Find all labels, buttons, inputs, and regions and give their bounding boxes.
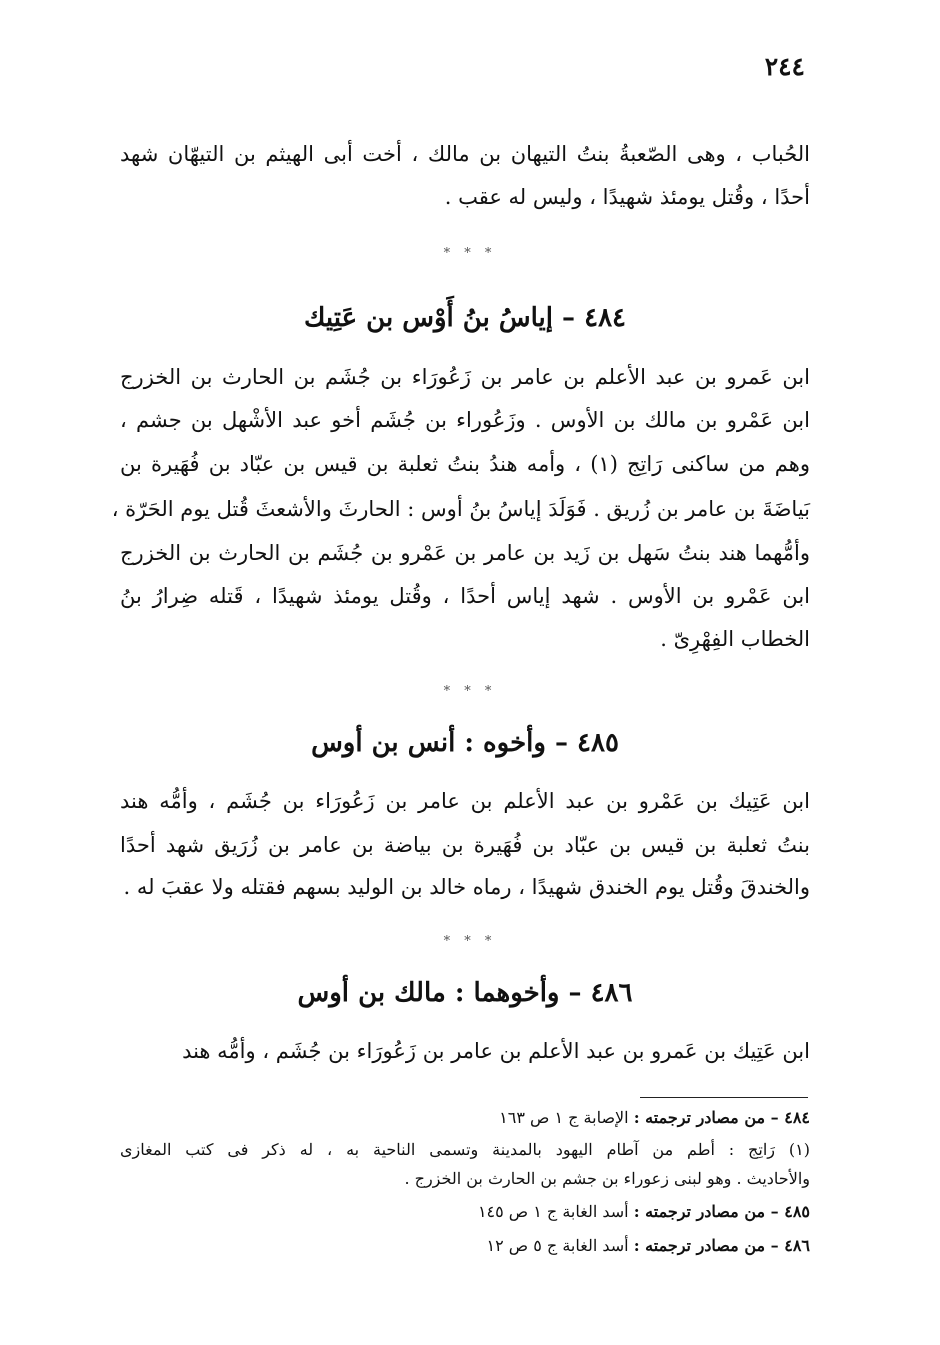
paragraph-line: بنتُ ثعلبة بن قيس بن عبّاد بن فُهَيرة بن بياضة بن عامر بن زُرَيق شهد أحدًا [120, 833, 810, 857]
paragraph-line: الحُباب ، وهى الصّعبةُ بنتُ التيهان بن مالك ، أخت أبى الهيثم بن التيهّان شهد [120, 142, 810, 166]
paragraph-line: ابن عَمْرو بن الأوس . شهد إياس أحدًا ، وقُتل يومئذ شهيدًا ، قَتله ضِرارُ بنُ [120, 584, 810, 608]
paragraph-line: بَياضَةَ بن عامر بن زُريق . فَوَلَدَ إياسُ بنُ أوس : الحارثَ والأشعثَ قُتل يوم الحَرّة ، [111, 497, 810, 521]
paragraph-line: والخندقَ وقُتل يوم الخندق شهيدًا ، رماه خالد بن الوليد بسهم فقتله ولا عقبَ له . [123, 875, 810, 899]
entry-heading-485: ٤٨٥ – وأخوه : أنس بن أوس [311, 728, 619, 758]
footnote-label: ٤٨٥ – من مصادر ترجمته : [633, 1202, 810, 1221]
footnote-text: الإصابة ج ١ ص ١٦٣ [499, 1108, 634, 1127]
paragraph-line: وأمُّهما هند بنتُ سَهل بن زَيد بن عامر بن عَمْرو بن جُشَم بن الحارث بن الخزرج [120, 541, 810, 565]
footnote-text: أسد الغابة ج ٥ ص ١٢ [486, 1236, 634, 1255]
page-number: ٢٤٤ [764, 52, 805, 81]
paragraph-line: الخطاب الفِهْرِىّ . [660, 627, 810, 651]
paragraph-line: وهم من ساكنى رَاتِج (١) ، وأمه هندُ بنتُ ثعلبة بن قيس بن عبّاد بن فُهَيرة بن [120, 452, 810, 476]
section-separator: * * * [443, 934, 497, 949]
footnote-rule [640, 1097, 808, 1098]
paragraph-line: ابن عَمرو بن عبد الأعلم بن عامر بن زَعُورَاء بن جُشَم بن الحارث بن الخزرج [120, 365, 810, 389]
footnote-line: والأحاديث . وهو لبنى زعوراء بن جشم بن الحارث بن الخزرج . [404, 1169, 810, 1188]
paragraph-line: ابن عَتِيك بن عَمْرو بن عبد الأعلم بن عامر بن زَعُورَاء بن جُشَم ، وأمُّه هند [120, 789, 810, 813]
paragraph-line: أحدًا ، وقُتل يومئذ شهيدًا ، وليس له عقب . [444, 185, 810, 209]
footnote-text: أسد الغابة ج ١ ص ١٤٥ [477, 1202, 634, 1221]
entry-heading-486: ٤٨٦ – وأخوهما : مالك بن أوس [297, 978, 633, 1008]
footnote-sources-486 [120, 1232, 810, 1260]
footnote-sources-485 [120, 1198, 810, 1226]
section-separator: * * * [443, 246, 497, 261]
footnote-sources-484 [120, 1104, 810, 1132]
paragraph-line: ابن عَتِيك بن عَمرو بن عبد الأعلم بن عامر بن زَعُورَاء بن جُشَم ، وأمُّه هند [182, 1039, 810, 1063]
footnote-label: ٤٨٦ – من مصادر ترجمته : [633, 1236, 810, 1255]
section-separator: * * * [443, 684, 497, 699]
entry-heading-484: ٤٨٤ – إياسُ بنُ أَوْس بن عَتِيك [303, 303, 627, 333]
footnote-line: (١) رَاتِج : أطم من آطام اليهود بالمدينة وتسمى الناحية به ، له ذكر فى كتب المغازى [120, 1140, 810, 1159]
footnote-label: ٤٨٤ – من مصادر ترجمته : [633, 1108, 810, 1127]
paragraph-line: ابن عَمْرو بن مالك بن الأوس . وزَعُوراء بن جُشَم أخو عبد الأشْهل بن جشم ، [120, 408, 810, 432]
